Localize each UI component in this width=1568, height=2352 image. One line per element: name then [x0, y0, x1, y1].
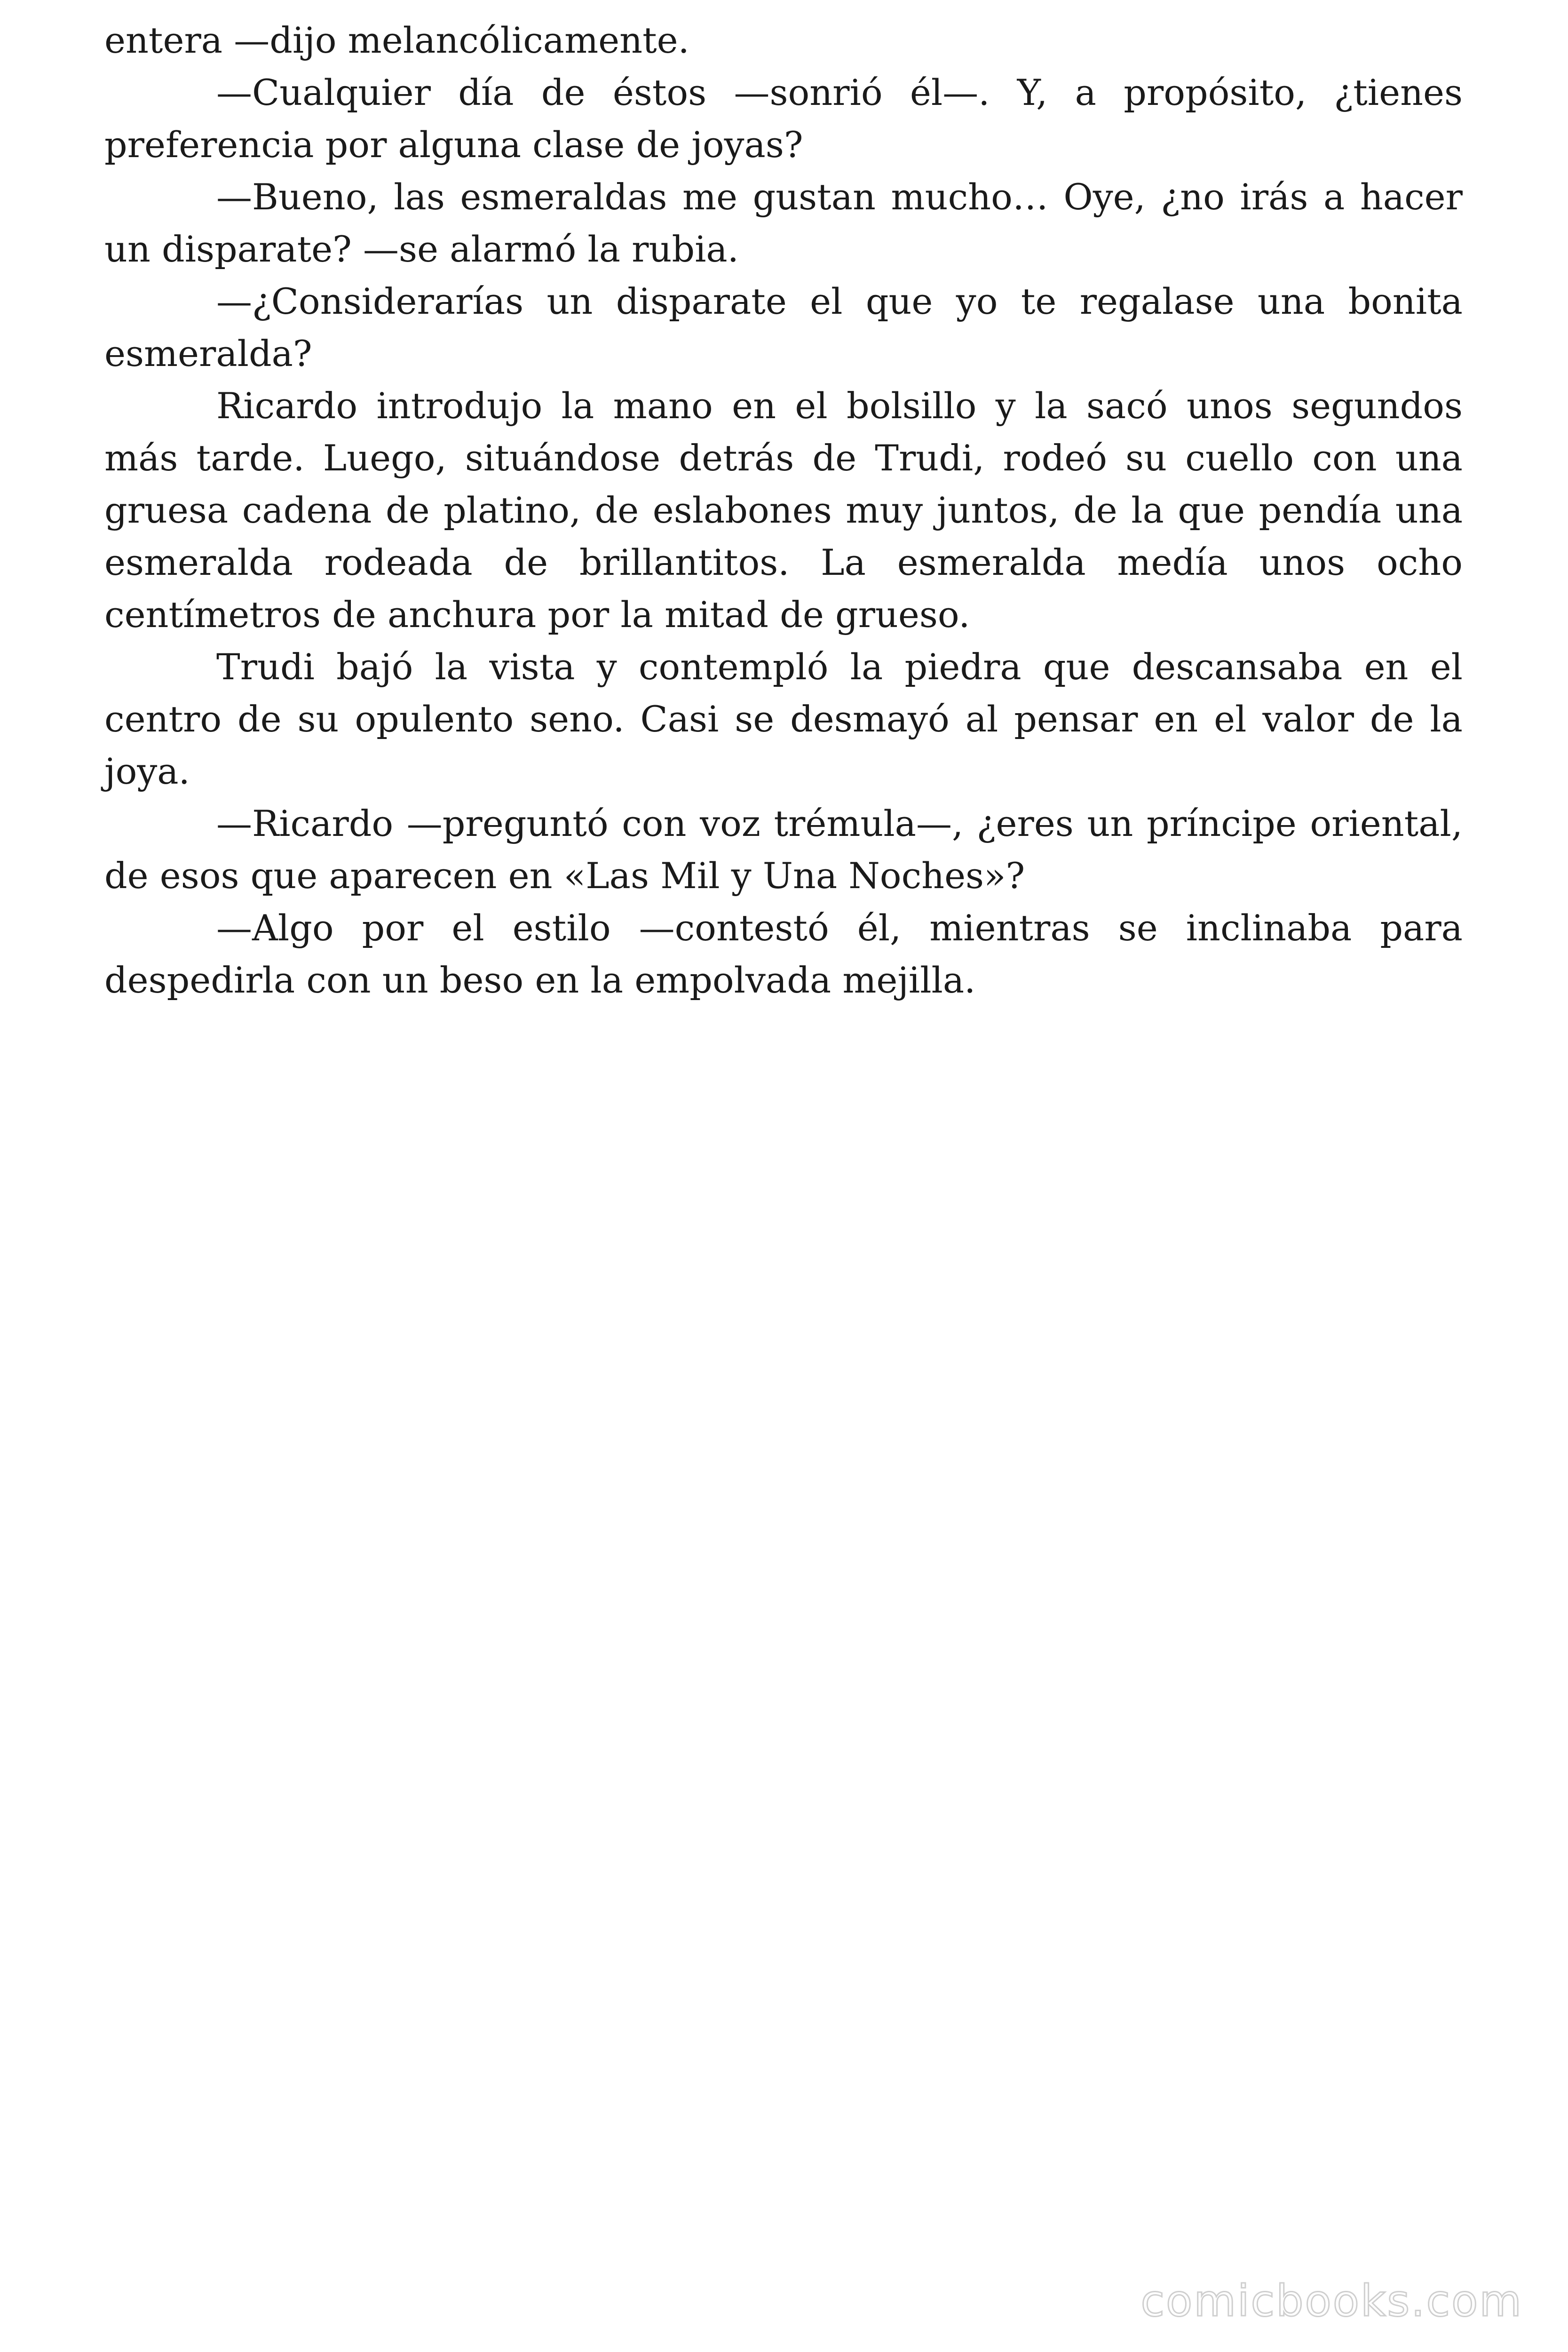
paragraph: —Algo por el estilo —contestó él, mientras se inclinaba para despedirla con un beso en la empolvada mejilla. — [104, 907, 1463, 1001]
paragraph: Trudi bajó la vista y contempló la piedra que descansaba en el centro de su opulento seno. Casi se desmayó al pensar en el valor de la joya. — [104, 646, 1463, 792]
paragraph: —Cualquier día de éstos —sonrió él—. Y, a propósito, ¿tienes preferencia por alguna clase de joyas? — [104, 72, 1463, 166]
watermark-text: comicbooks.com — [1140, 2276, 1523, 2326]
paragraph: —Ricardo —preguntó con voz trémula—, ¿eres un príncipe oriental, de esos que aparecen en «Las Mil y Una Noches»? — [104, 803, 1463, 897]
paragraph-continuation: entera —dijo melancólicamente. — [104, 19, 689, 61]
paragraph: —Bueno, las esmeraldas me gustan mucho… Oye, ¿no irás a hacer un disparate? —se alarmó la rubia. — [104, 176, 1463, 270]
body-text — [104, 14, 1463, 1006]
paragraph: Ricardo introdujo la mano en el bolsillo y la sacó unos segundos más tarde. Luego, situándose detrás de Trudi, rodeó su cuello con una gruesa cadena de platino, de eslabones muy juntos, de la que pendía una esmeralda rodeada de brillantitos. La esmeralda medía unos ocho centímetros de anchura por la mitad de grueso. — [104, 385, 1463, 636]
paragraph: —¿Considerarías un disparate el que yo te regalase una bonita esmeralda? — [104, 280, 1463, 374]
